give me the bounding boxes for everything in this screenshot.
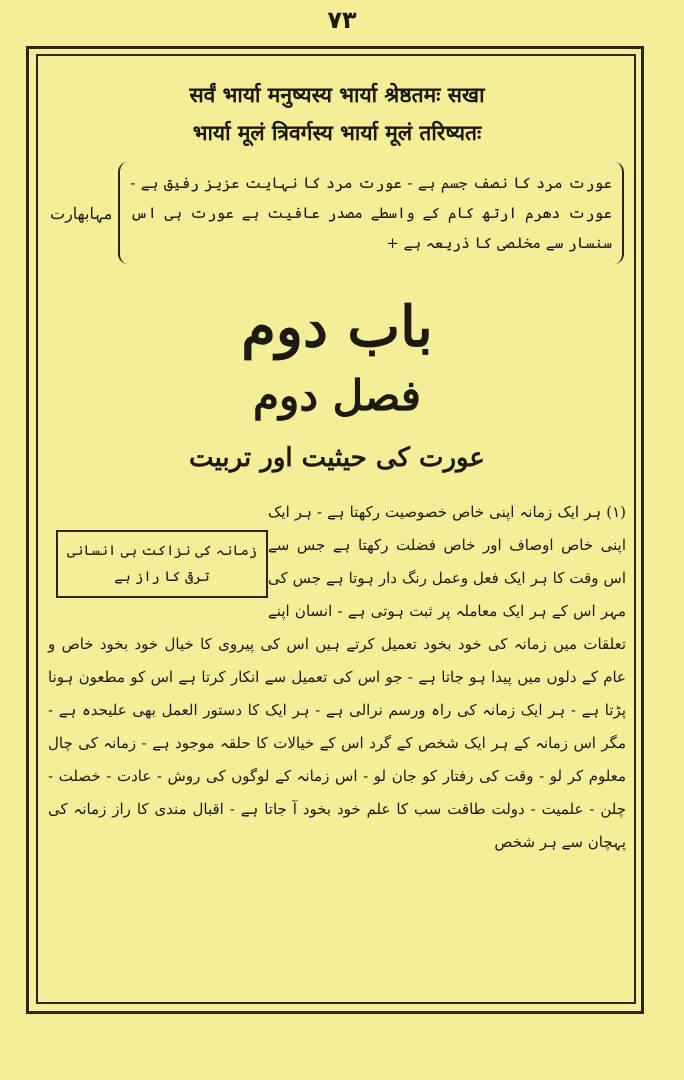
sanskrit-shloka	[44, 76, 630, 152]
quote-text: عورت مرد کا نصف جسم ہے - عورت مرد کا نہایت عزیز رفیق ہے - عورت دھرم ارتھ کام کے واسطے مصدر عافیت ہے عورت ہی اس سنسار سے مخلصی کا ذریعہ ہے +	[118, 162, 624, 264]
chapter-title: باب دوم	[241, 294, 433, 360]
shloka-line-2: भार्या मूलं त्रिवर्गस्य भार्या मूलं तरिष्यतः	[192, 121, 482, 145]
body-paragraph: (۱) ہر ایک زمانہ اپنی خاص خصوصیت رکھتا ہے - ہر ایک اپنی خاص اوصاف اور خاص فضلت رکھتا ہے جس سے اس وقت کا ہر ایک فعل وعمل رنگ دار ہوتا ہے جس کی مہر اس کے ہر ایک معاملہ پر ثبت ہوتی ہے - انسان اپنے تعلقات میں زمانہ کی خود بخود تعمیل کرتے ہیں اس کی پیروی کا خیال خود بخود خاص و عام کے دلوں میں پیدا ہو جاتا ہے - جو اس کی تعمیل سے انکار کرتا ہے اس کو مطعون ہونا پڑتا ہے - ہر ایک زمانہ کی راہ ورسم نرالی ہے - ہر ایک کا دستور العمل بھی علیحدہ ہے - مگر اس زمانہ کے ہر ایک شخص کے گرد اس کے خیالات کا حلقہ موجود ہے - زمانہ کی چال معلوم کر لو - وقت کی رفتار کو جان لو - اس زمانہ کے لوگوں کی روش - عادت - خصلت - چلن - علمیت - دولت طاقت سب کا علم خود بخود آ جاتا ہے - اقبال مندی کا راز زمانہ کی پہچان سے ہر شخص	[48, 503, 626, 851]
chapter-headings	[44, 290, 630, 482]
shloka-line-1: सर्वं भार्या मनुष्यस्य भार्या श्रेष्ठतमः सखा	[189, 83, 485, 107]
quote-block	[44, 162, 630, 264]
section-subtitle: عورت کی حیثیت اور تربیت	[189, 443, 485, 473]
body-text-area	[44, 496, 630, 859]
section-title: فصل دوم	[253, 371, 421, 420]
margin-note: زمانہ کی نزاکت ہی انسانی ترقی کا راز ہے	[56, 530, 268, 598]
page-content	[44, 64, 630, 994]
quote-source: مہابھارت	[50, 203, 113, 223]
page-number: ۷۳	[327, 6, 357, 34]
